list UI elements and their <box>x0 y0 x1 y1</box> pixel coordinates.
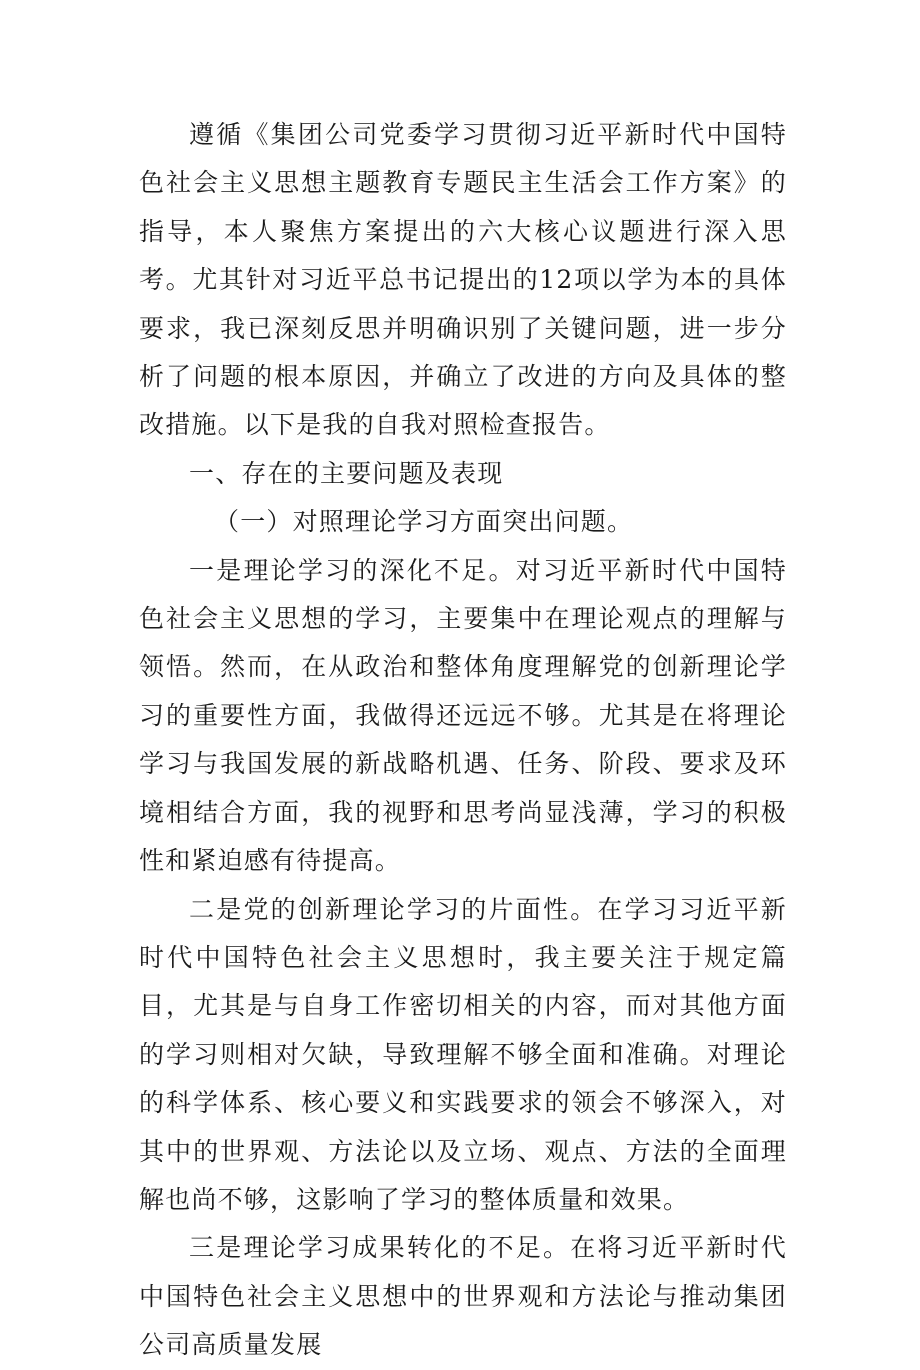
body-paragraph-1: 一是理论学习的深化不足。对习近平新时代中国特色社会主义思想的学习，主要集中在理论观点的理解与领悟。然而，在从政治和整体角度理解党的创新理论学习的重要性方面，我做得还远远不够。尤其是在将理论学习与我国发展的新战略机遇、任务、阶段、要求及环境相结合方面，我的视野和思考尚显浅薄，学习的积极性和紧迫感有待提高。 <box>139 555 787 876</box>
intro-paragraph: 遵循《集团公司党委学习贯彻习近平新时代中国特色社会主义思想主题教育专题民主生活会工作方案》的指导，本人聚焦方案提出的六大核心议题进行深入思考。尤其针对习近平总书记提出的12项以学为本的具体要求，我已深刻反思并明确识别了关键问题，进一步分析了问题的根本原因，并确立了改进的方向及具体的整改措施。以下是我的自我对照检查报告。 <box>139 120 787 440</box>
document-page <box>139 111 787 1370</box>
subsection-title: （一）对照理论学习方面突出问题。 <box>214 507 634 537</box>
body-paragraph-2: 二是党的创新理论学习的片面性。在学习习近平新时代中国特色社会主义思想时，我主要关注于规定篇目，尤其是与自身工作密切相关的内容，而对其他方面的学习则相对欠缺，导致理解不够全面和准确。对理论的科学体系、核心要义和实践要求的领会不够深入，对其中的世界观、方法论以及立场、观点、方法的全面理解也尚不够，这影响了学习的整体质量和效果。 <box>139 894 787 1214</box>
body-paragraph-3: 三是理论学习成果转化的不足。在将习近平新时代中国特色社会主义思想中的世界观和方法论与推动集团公司高质量发展 <box>139 1233 787 1360</box>
section-title: 一、存在的主要问题及表现 <box>189 458 504 488</box>
